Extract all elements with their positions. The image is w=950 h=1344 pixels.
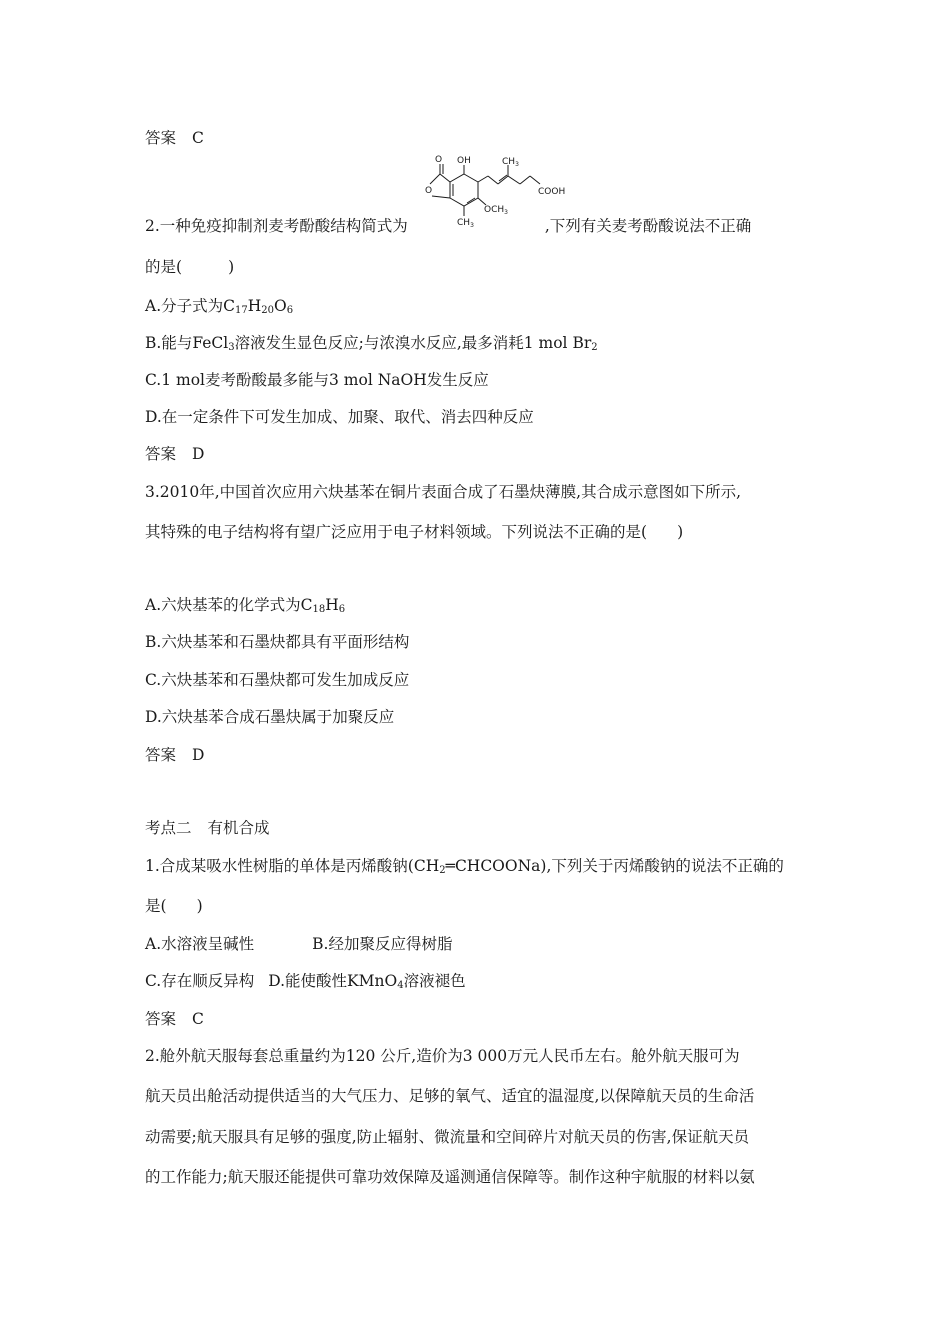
q3-option-d: D.六炔基苯合成石墨炔属于加聚反应 xyxy=(145,708,395,726)
subscript: 6 xyxy=(286,305,294,316)
ch3-bottom-label: $CH_3$ xyxy=(457,218,474,229)
q2-option-c: C.1 mol麦考酚酸最多能与3 mol NaOH发生反应 xyxy=(145,371,489,389)
s2q2-line1: 2.舱外航天服每套总重量约为120 公斤,造价为3 000万元人民币左右。舱外航天服可为 xyxy=(145,1047,740,1065)
cooh-label: COOH xyxy=(538,187,566,197)
q2-stem-text: 一种免疫抑制剂麦考酚酸结构简式为 xyxy=(159,217,408,235)
stem-text: 是( xyxy=(145,897,167,915)
s2q2-line2: 航天员出舱活动提供适当的大气压力、足够的氧气、适宜的温湿度,以保障航天员的生命活 xyxy=(145,1087,755,1105)
s2q1-stem-line1 xyxy=(145,856,784,876)
option-text: A.分子式为C xyxy=(145,297,235,315)
option-text: O xyxy=(273,297,287,315)
answer-q3 xyxy=(145,745,204,765)
oh-label: OH xyxy=(457,156,471,166)
answer-s2q1 xyxy=(145,1009,204,1029)
option-a: A.水溶液呈碱性 xyxy=(145,935,255,953)
answer-label: 答案 xyxy=(145,1010,177,1028)
q3-stem-line1: 3.2010年,中国首次应用六炔基苯在铜片表面合成了石墨炔薄膜,其合成示意图如下所示, xyxy=(145,483,742,501)
q3-option-b: B.六炔基苯和石墨炔都具有平面形结构 xyxy=(145,633,410,651)
section-label: 考点二 xyxy=(145,819,192,837)
q2-option-b xyxy=(145,333,598,353)
paren-close: ) xyxy=(196,897,203,915)
answer-q1 xyxy=(145,128,204,148)
option-d: D.能使酸性KMnO xyxy=(268,972,398,990)
s2q2-line4: 的工作能力;航天服还能提供可靠功效保障及遥测通信保障等。制作这种宇航服的材料以氨 xyxy=(145,1168,755,1186)
s2q2-line3: 动需要;航天服具有足够的强度,防止辐射、微流量和空间碎片对航天员的伤害,保证航天员 xyxy=(145,1128,750,1146)
answer-label: 答案 xyxy=(145,129,177,147)
s2q1-options-row1 xyxy=(145,934,452,954)
q2-option-d: D.在一定条件下可发生加成、加聚、取代、消去四种反应 xyxy=(145,408,534,426)
stem-text: CHCOONa),下列关于丙烯酸钠的说法不正确的 xyxy=(454,857,784,875)
subscript: 3 xyxy=(228,342,235,353)
option-text: A.六炔基苯的化学式为C xyxy=(145,596,313,614)
answer-q2 xyxy=(145,444,204,464)
q3-option-a xyxy=(145,595,345,615)
q3-paren-close: ) xyxy=(677,523,684,541)
answer-value: D xyxy=(192,445,205,463)
q3-option-c: C.六炔基苯和石墨炔都可发生加成反应 xyxy=(145,671,410,689)
subscript: 6 xyxy=(338,604,346,615)
subscript: 2 xyxy=(439,865,446,876)
subscript: 17 xyxy=(234,305,248,316)
subscript: 2 xyxy=(591,342,598,353)
question-number: 2. xyxy=(145,217,160,235)
carbonyl-o-label: O xyxy=(435,155,443,165)
option-text: H xyxy=(247,297,262,315)
section-title: 有机合成 xyxy=(207,819,270,837)
option-c: C.存在顺反异构 xyxy=(145,972,255,990)
s2q1-stem-line2 xyxy=(145,896,203,916)
q3-stem-text: 其特殊的电子结构将有望广泛应用于电子材料领域。下列说法不正确的是( xyxy=(145,523,648,541)
section-heading xyxy=(145,818,270,838)
subscript: 20 xyxy=(261,305,274,316)
ring-o-label: O xyxy=(425,186,433,196)
option-text: 溶液发生显色反应;与浓溴水反应,最多消耗1 mol Br xyxy=(234,334,592,352)
q2-stem-line1 xyxy=(145,216,751,236)
option-text: H xyxy=(325,596,339,614)
answer-value: C xyxy=(192,1010,204,1028)
double-bond: ═ xyxy=(445,857,455,875)
ch3-top-label: $CH_3$ xyxy=(502,157,519,168)
answer-value: C xyxy=(192,129,204,147)
s2q1-options-row2 xyxy=(145,971,466,991)
answer-label: 答案 xyxy=(145,746,177,764)
answer-label: 答案 xyxy=(145,445,177,463)
subscript: 18 xyxy=(312,604,326,615)
option-d-tail: 溶液褪色 xyxy=(403,972,466,990)
option-b: B.经加聚反应得树脂 xyxy=(312,935,453,953)
q2-stem-text-continued: ,下列有关麦考酚酸说法不正确 xyxy=(544,217,752,235)
subscript: 4 xyxy=(397,980,404,991)
och3-label: $OCH_3$ xyxy=(484,205,508,216)
q2-option-a xyxy=(145,296,293,316)
q2-stem-tail: 的是( xyxy=(145,258,183,276)
q2-paren-close: ) xyxy=(228,258,235,276)
answer-value: D xyxy=(192,746,205,764)
q3-stem-line2 xyxy=(145,522,683,542)
q2-stem-line2 xyxy=(145,257,234,277)
option-text: B.能与FeCl xyxy=(145,334,229,352)
stem-text: 1.合成某吸水性树脂的单体是丙烯酸钠(CH xyxy=(145,857,440,875)
